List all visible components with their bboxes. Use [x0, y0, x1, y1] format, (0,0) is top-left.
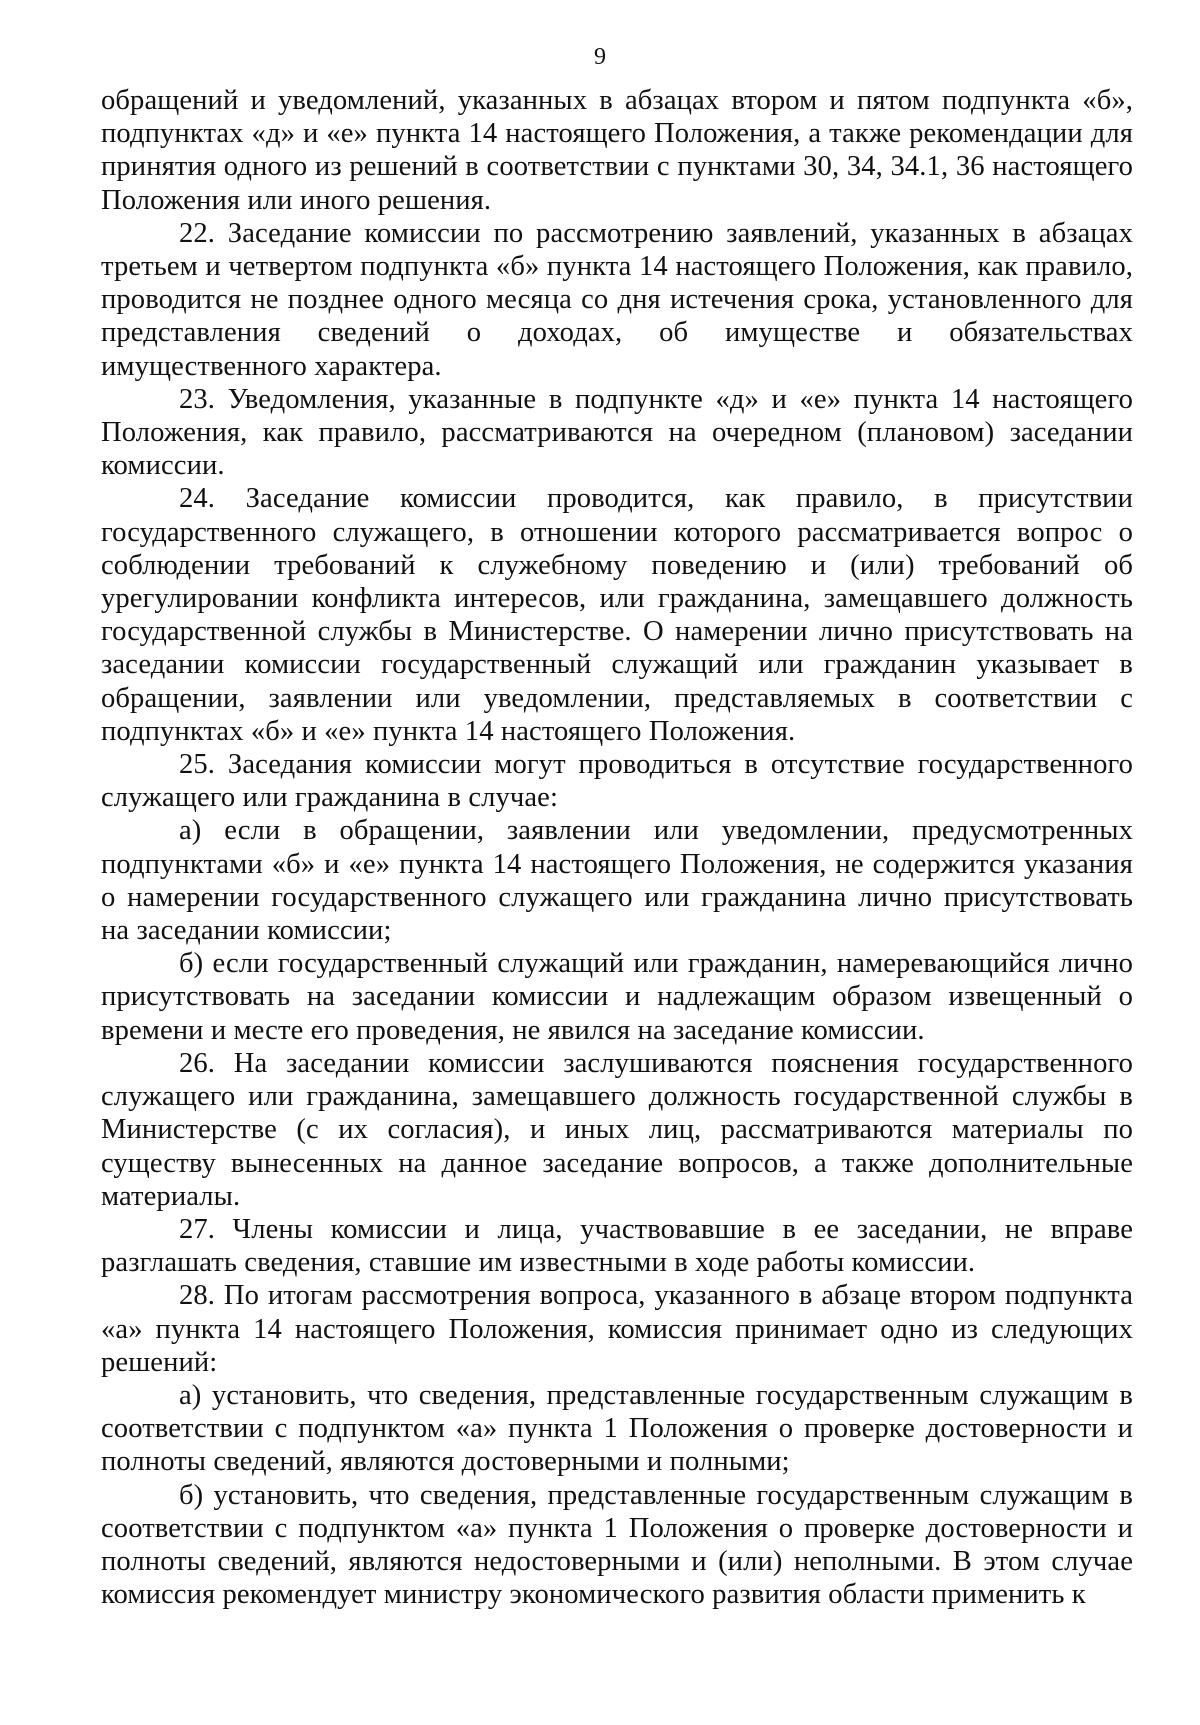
- paragraph-item-28: 28. По итогам рассмотрения вопроса, указанного в абзаце втором подпункта «а» пункта 14 настоящего Положения, комиссия принимает одно из следующих решений:: [101, 1280, 1133, 1378]
- paragraph-item-24: 24. Заседание комиссии проводится, как правило, в присутствии государственного служащего, в отношении которого рассматривается вопрос о соблюдении требований к служебному поведению и (или) требований об урегулировании конфликта интересов, или гражданина, замещавшего должность государственной службы в Министерстве. О намерении лично присутствовать на заседании комиссии государственный служащий или гражданин указывает в обращении, заявлении или уведомлении, представляемых в соответствии с подпунктах «б» и «е» пункта 14 настоящего Положения.: [101, 483, 1133, 747]
- document-body: [101, 84, 1133, 1611]
- paragraph-item-25: 25. Заседания комиссии могут проводиться в отсутствие государственного служащего или гражданина в случае:: [101, 749, 1133, 814]
- paragraph-item-28-b: б) установить, что сведения, представленные государственным служащим в соответствии с подпунктом «а» пункта 1 Положения о проверке достоверности и полноты сведений, являются недостоверными и (или) неполными. В этом случае комиссия рекомендует министру экономического развития области применить к: [101, 1479, 1133, 1611]
- paragraph-item-25-b: б) если государственный служащий или гражданин, намеревающийся лично присутствовать на заседании комиссии и надлежащим образом извещенный о времени и месте его проведения, не явился на заседание комиссии.: [101, 948, 1133, 1046]
- paragraph-item-23: 23. Уведомления, указанные в подпункте «д» и «е» пункта 14 настоящего Положения, как правило, рассматриваются на очередном (плановом) заседании комиссии.: [101, 383, 1133, 482]
- page-number: 9: [594, 44, 606, 70]
- paragraph-item-25-a: а) если в обращении, заявлении или уведомлении, предусмотренных подпунктами «б» и «е» пункта 14 настоящего Положения, не содержится указания о намерении государственного служащего или гражданина лично присутствовать на заседании комиссии;: [101, 815, 1133, 947]
- paragraph-item-27: 27. Члены комиссии и лица, участвовавшие в ее заседании, не вправе разглашать сведения, ставшие им известными в ходе работы комиссии.: [101, 1213, 1133, 1279]
- paragraph-item-26: 26. На заседании комиссии заслушиваются пояснения государственного служащего или гражданина, замещавшего должность государственной службы в Министерстве (с их согласия), и иных лиц, рассматриваются материалы по существу вынесенных на данное заседание вопросов, а также дополнительные материалы.: [101, 1047, 1133, 1212]
- paragraph-item-22: 22. Заседание комиссии по рассмотрению заявлений, указанных в абзацах третьем и четвертом подпункта «б» пункта 14 настоящего Положения, как правило, проводится не позднее одного месяца со дня истечения срока, установленного для представления сведений о доходах, об имуществе и обязательствах имущественного характера.: [101, 217, 1133, 382]
- paragraph-continuation: обращений и уведомлений, указанных в абзацах втором и пятом подпункта «б», подпунктах «д» и «е» пункта 14 настоящего Положения, а также рекомендации для принятия одного из решений в соответствии с пунктами 30, 34, 34.1, 36 настоящего Положения или иного решения.: [101, 85, 1133, 216]
- paragraph-item-28-a: а) установить, что сведения, представленные государственным служащим в соответствии с подпунктом «а» пункта 1 Положения о проверке достоверности и полноты сведений, являются достоверными и полными;: [101, 1379, 1133, 1478]
